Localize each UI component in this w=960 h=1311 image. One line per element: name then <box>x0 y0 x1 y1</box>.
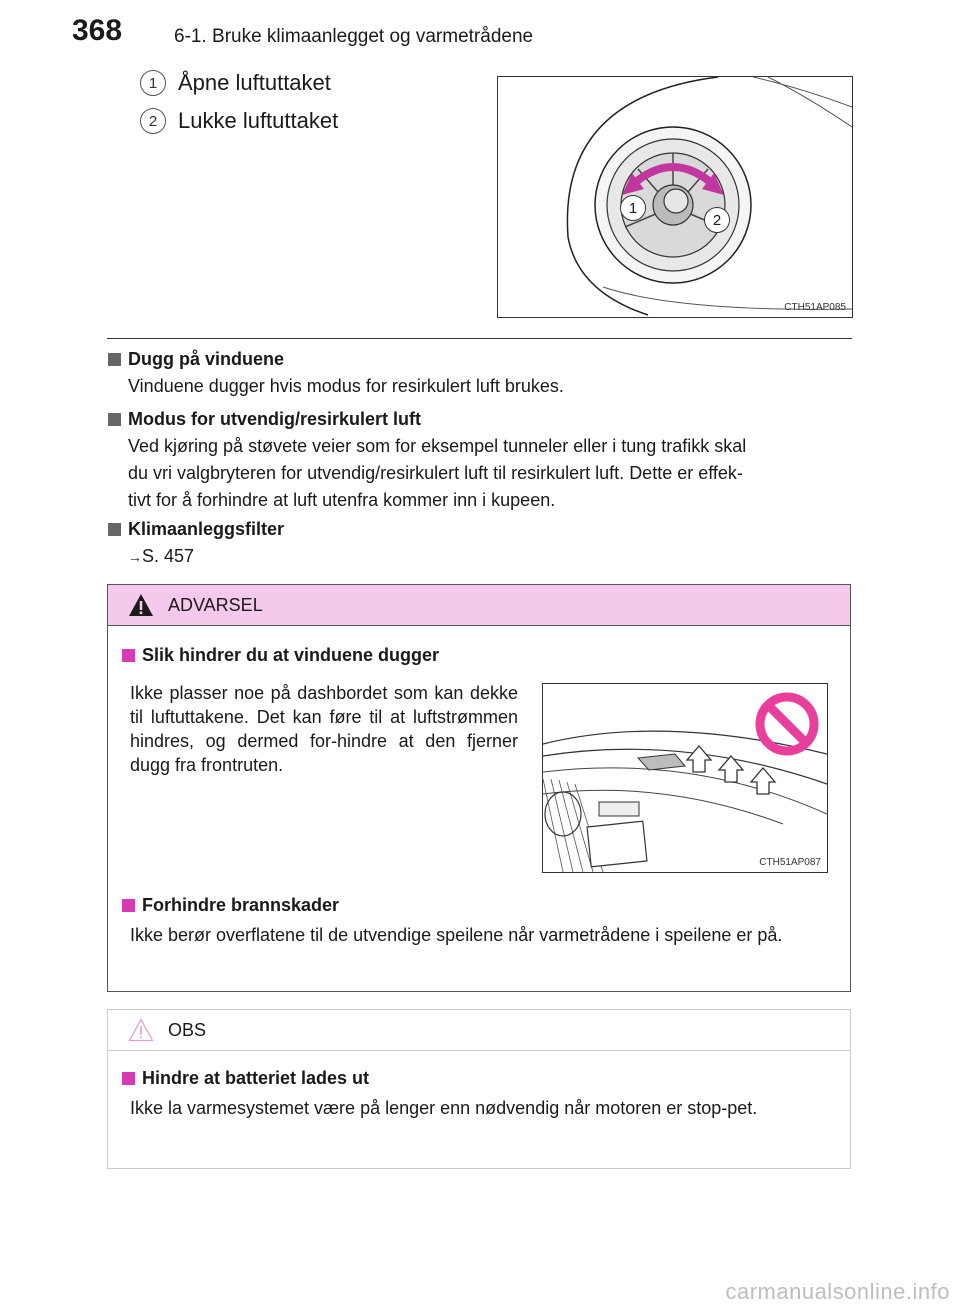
figure-callout-1: 1 <box>620 195 646 221</box>
bullet-square-icon <box>122 649 135 662</box>
step-number-badge: 1 <box>140 70 166 96</box>
bullet-square-icon <box>108 413 121 426</box>
warning-box <box>107 584 851 992</box>
figure-code: CTH51AP085 <box>784 302 846 313</box>
section-body: Vinduene dugger hvis modus for resirkulert luft brukes. <box>128 376 564 396</box>
section-heading: Klimaanleggsfilter <box>108 516 848 543</box>
bullet-square-icon <box>108 523 121 536</box>
caution-triangle-icon <box>128 1018 154 1042</box>
section-body-line: Ved kjøring på støvete veier som for eksempel tunneler eller i tung trafikk skal <box>128 436 747 456</box>
step-2 <box>140 108 338 134</box>
warning-triangle-icon <box>128 593 154 617</box>
figure-code: CTH51AP087 <box>759 857 821 868</box>
warning-header <box>108 585 850 626</box>
notice-box <box>107 1009 851 1169</box>
bullet-square-icon <box>122 1072 135 1085</box>
notice-item-heading: Hindre at batteriet lades ut <box>122 1068 369 1089</box>
dashboard-illustration <box>543 684 827 872</box>
bullet-square-icon <box>122 899 135 912</box>
chapter-title: 6-1. Bruke klimaanlegget og varmetrådene <box>174 26 534 47</box>
warning-item-heading: Slik hindrer du at vinduene dugger <box>122 645 439 666</box>
section-heading: Dugg på vinduene <box>108 346 848 373</box>
warning-title: ADVARSEL <box>168 594 263 615</box>
step-number-badge: 2 <box>140 108 166 134</box>
figure-callout-2: 2 <box>704 207 730 233</box>
warning-item-heading: Forhindre brannskader <box>122 895 339 916</box>
section-fogging <box>108 346 848 400</box>
step-1 <box>140 70 331 96</box>
section-body-line: tivt for å forhindre at luft utenfra kommer inn i kupeen. <box>128 490 556 510</box>
vent-illustration <box>498 77 852 317</box>
dashboard-figure <box>542 683 828 873</box>
section-divider <box>107 338 852 339</box>
bullet-square-icon <box>108 353 121 366</box>
warning-item-body: Ikke plasser noe på dashbordet som kan dekke til luftuttakene. Det kan føre til at luftstrømmen hindres, og dermed for-hindre at den fjerner dugg fra frontruten. <box>130 683 518 775</box>
notice-title: OBS <box>168 1019 207 1040</box>
step-label: Lukke luftuttaket <box>178 108 339 133</box>
arrow-right-icon: → <box>128 549 142 565</box>
section-filter <box>108 516 848 571</box>
notice-header <box>108 1010 850 1051</box>
section-heading: Modus for utvendig/resirkulert luft <box>108 406 848 433</box>
warning-item-body: Ikke berør overflatene til de utvendige speilene når varmetrådene i speilene er på. <box>130 925 783 945</box>
step-label: Åpne luftuttaket <box>178 70 331 95</box>
vent-figure <box>497 76 853 318</box>
watermark: carmanualsonline.info <box>725 1279 950 1304</box>
page-reference[interactable]: →S. 457 <box>128 546 195 566</box>
section-air-mode <box>108 406 848 514</box>
section-body-line: du vri valgbryteren for utvendig/resirkulert luft til resirkulert luft. Dette er effek- <box>128 463 743 483</box>
page-number: 368 <box>72 14 123 47</box>
notice-item-body: Ikke la varmesystemet være på lenger enn nødvendig når motoren er stop-pet. <box>130 1098 758 1118</box>
